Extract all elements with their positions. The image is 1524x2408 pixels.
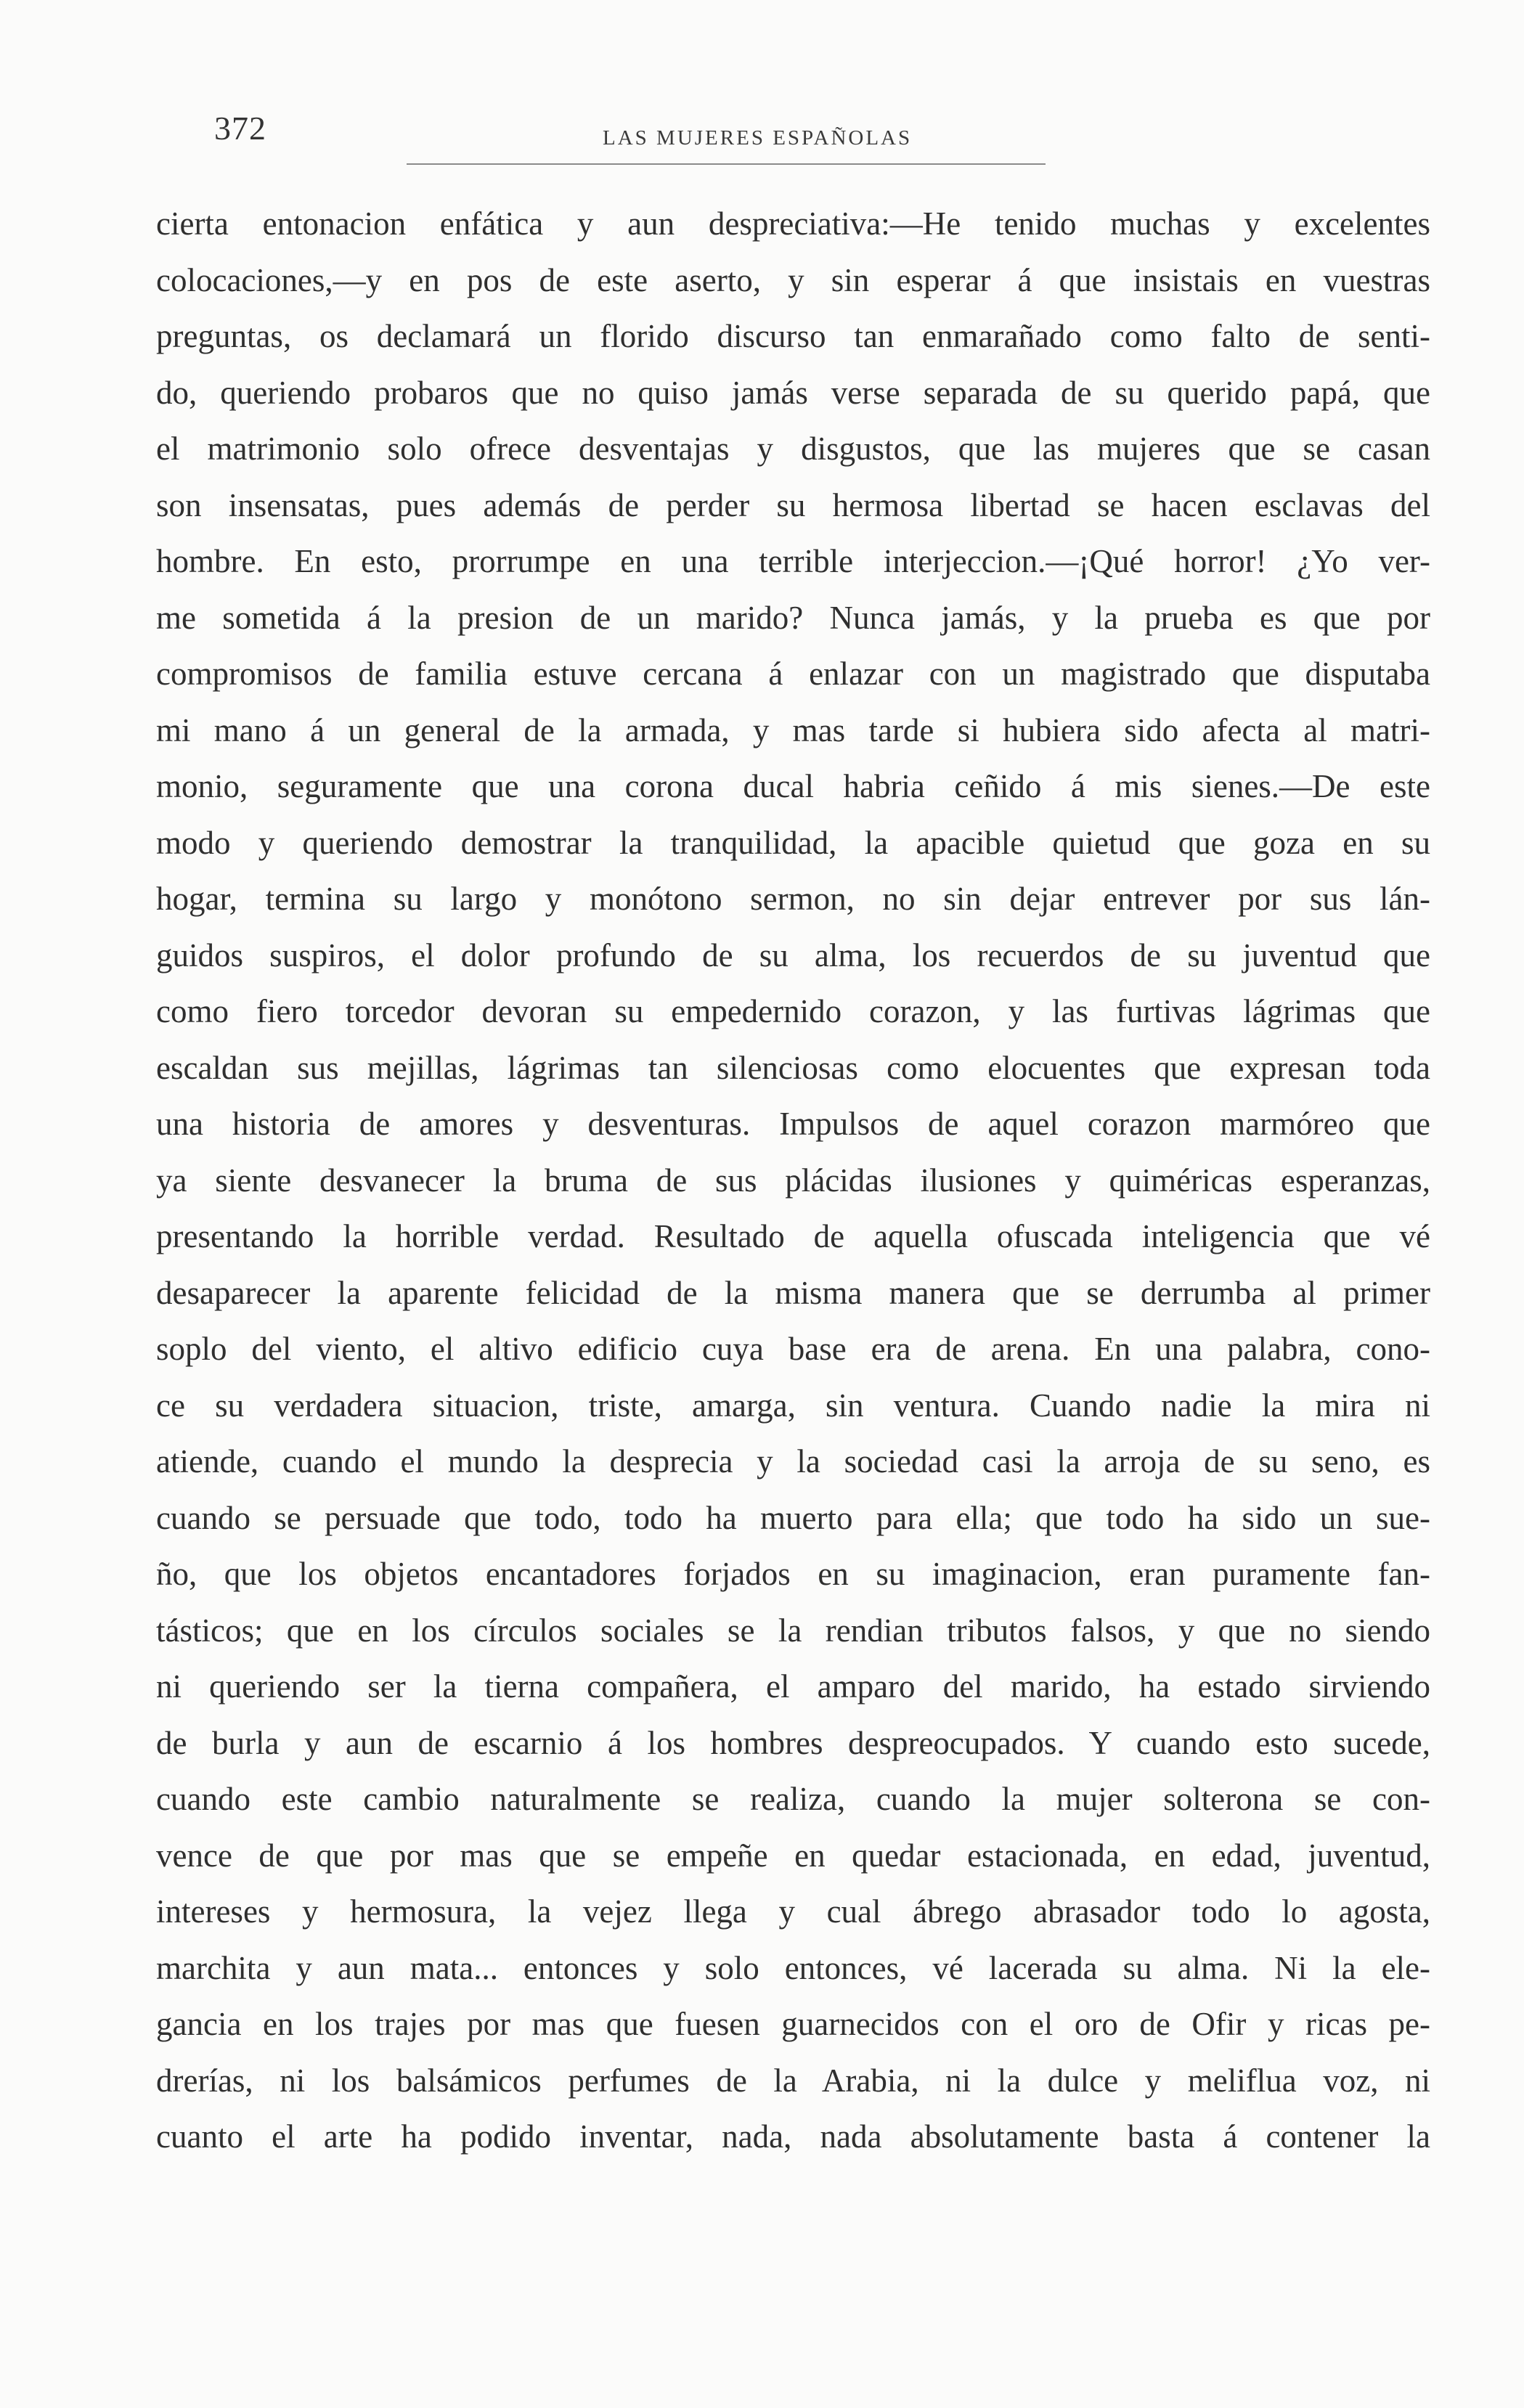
text-line: modo y queriendo demostrar la tranquilidad, la apacible quietud que goza en su bbox=[156, 824, 1430, 861]
running-title: LAS MUJERES ESPAÑOLAS bbox=[603, 126, 913, 150]
text-line: preguntas, os declamará un florido discurso tan enmarañado como falto de senti- bbox=[156, 318, 1430, 354]
text-line: el matrimonio solo ofrece desventajas y disgustos, que las mujeres que se casan bbox=[156, 430, 1430, 467]
text-line: gancia en los trajes por mas que fuesen guarnecidos con el oro de Ofir y ricas pe- bbox=[156, 2006, 1430, 2042]
text-line: hombre. En esto, prorrumpe en una terrible interjeccion.—¡Qué horror! ¿Yo ver- bbox=[156, 543, 1430, 579]
text-line: monio, seguramente que una corona ducal habria ceñido á mis sienes.—De este bbox=[156, 768, 1430, 804]
text-line: como fiero torcedor devoran su empedernido corazon, y las furtivas lágrimas que bbox=[156, 993, 1430, 1029]
text-line: tásticos; que en los círculos sociales se la rendian tributos falsos, y que no siendo bbox=[156, 1612, 1430, 1649]
text-line: colocaciones,—y en pos de este aserto, y sin esperar á que insistais en vuestras bbox=[156, 261, 1430, 298]
running-head bbox=[214, 109, 1448, 160]
text-line: ce su verdadera situacion, triste, amarga, sin ventura. Cuando nadie la mira ni bbox=[156, 1387, 1430, 1424]
text-line: ni queriendo ser la tierna compañera, el amparo del marido, ha estado sirviendo bbox=[156, 1668, 1430, 1705]
text-line: de burla y aun de escarnio á los hombres despreocupados. Y cuando esto sucede, bbox=[156, 1724, 1430, 1761]
text-line: una historia de amores y desventuras. Impulsos de aquel corazon marmóreo que bbox=[156, 1106, 1430, 1142]
text-line: cierta entonacion enfática y aun despreciativa:—He tenido muchas y excelentes bbox=[156, 205, 1430, 242]
text-line: drerías, ni los balsámicos perfumes de la Arabia, ni la dulce y meliflua voz, ni bbox=[156, 2062, 1430, 2099]
text-line: soplo del viento, el altivo edificio cuya base era de arena. En una palabra, cono- bbox=[156, 1331, 1430, 1367]
text-line: me sometida á la presion de un marido? Nunca jamás, y la prueba es que por bbox=[156, 599, 1430, 636]
text-line: intereses y hermosura, la vejez llega y cual ábrego abrasador todo lo agosta, bbox=[156, 1893, 1430, 1930]
text-line: cuando se persuade que todo, todo ha muerto para ella; que todo ha sido un sue- bbox=[156, 1499, 1430, 1536]
text-line: cuanto el arte ha podido inventar, nada, nada absolutamente basta á contener la bbox=[156, 2118, 1430, 2155]
text-line: desaparecer la aparente felicidad de la misma manera que se derrumba al primer bbox=[156, 1274, 1430, 1311]
text-line: hogar, termina su largo y monótono sermon, no sin dejar entrever por sus lán- bbox=[156, 881, 1430, 917]
text-line: guidos suspiros, el dolor profundo de su alma, los recuerdos de su juventud que bbox=[156, 936, 1430, 974]
text-line: ya siente desvanecer la bruma de sus plácidas ilusiones y quiméricas esperanzas, bbox=[156, 1162, 1430, 1199]
text-line: atiende, cuando el mundo la desprecia y la sociedad casi la arroja de su seno, es bbox=[156, 1443, 1430, 1480]
text-line: escaldan sus mejillas, lágrimas tan silenciosas como elocuentes que expresan toda bbox=[156, 1049, 1430, 1086]
text-line: compromisos de familia estuve cercana á enlazar con un magistrado que disputaba bbox=[156, 656, 1430, 692]
text-line: son insensatas, pues además de perder su hermosa libertad se hacen esclavas del bbox=[156, 486, 1430, 523]
page-number: 372 bbox=[214, 110, 266, 147]
text-line: marchita y aun mata... entonces y solo entonces, vé lacerada su alma. Ni la ele- bbox=[156, 1949, 1430, 1986]
text-line: mi mano á un general de la armada, y mas tarde si hubiera sido afecta al matri- bbox=[156, 711, 1430, 748]
text-line: ño, que los objetos encantadores forjados en su imaginacion, eran puramente fan- bbox=[156, 1556, 1430, 1592]
text-line: do, queriendo probaros que no quiso jamás verse separada de su querido papá, que bbox=[156, 374, 1430, 411]
text-line: presentando la horrible verdad. Resultado de aquella ofuscada inteligencia que vé bbox=[156, 1218, 1430, 1254]
body-text bbox=[156, 196, 1430, 2166]
text-line: vence de que por mas que se empeñe en quedar estacionada, en edad, juventud, bbox=[156, 1837, 1430, 1874]
header-rule bbox=[407, 163, 1046, 165]
text-line: cuando este cambio naturalmente se realiza, cuando la mujer solterona se con- bbox=[156, 1781, 1430, 1817]
